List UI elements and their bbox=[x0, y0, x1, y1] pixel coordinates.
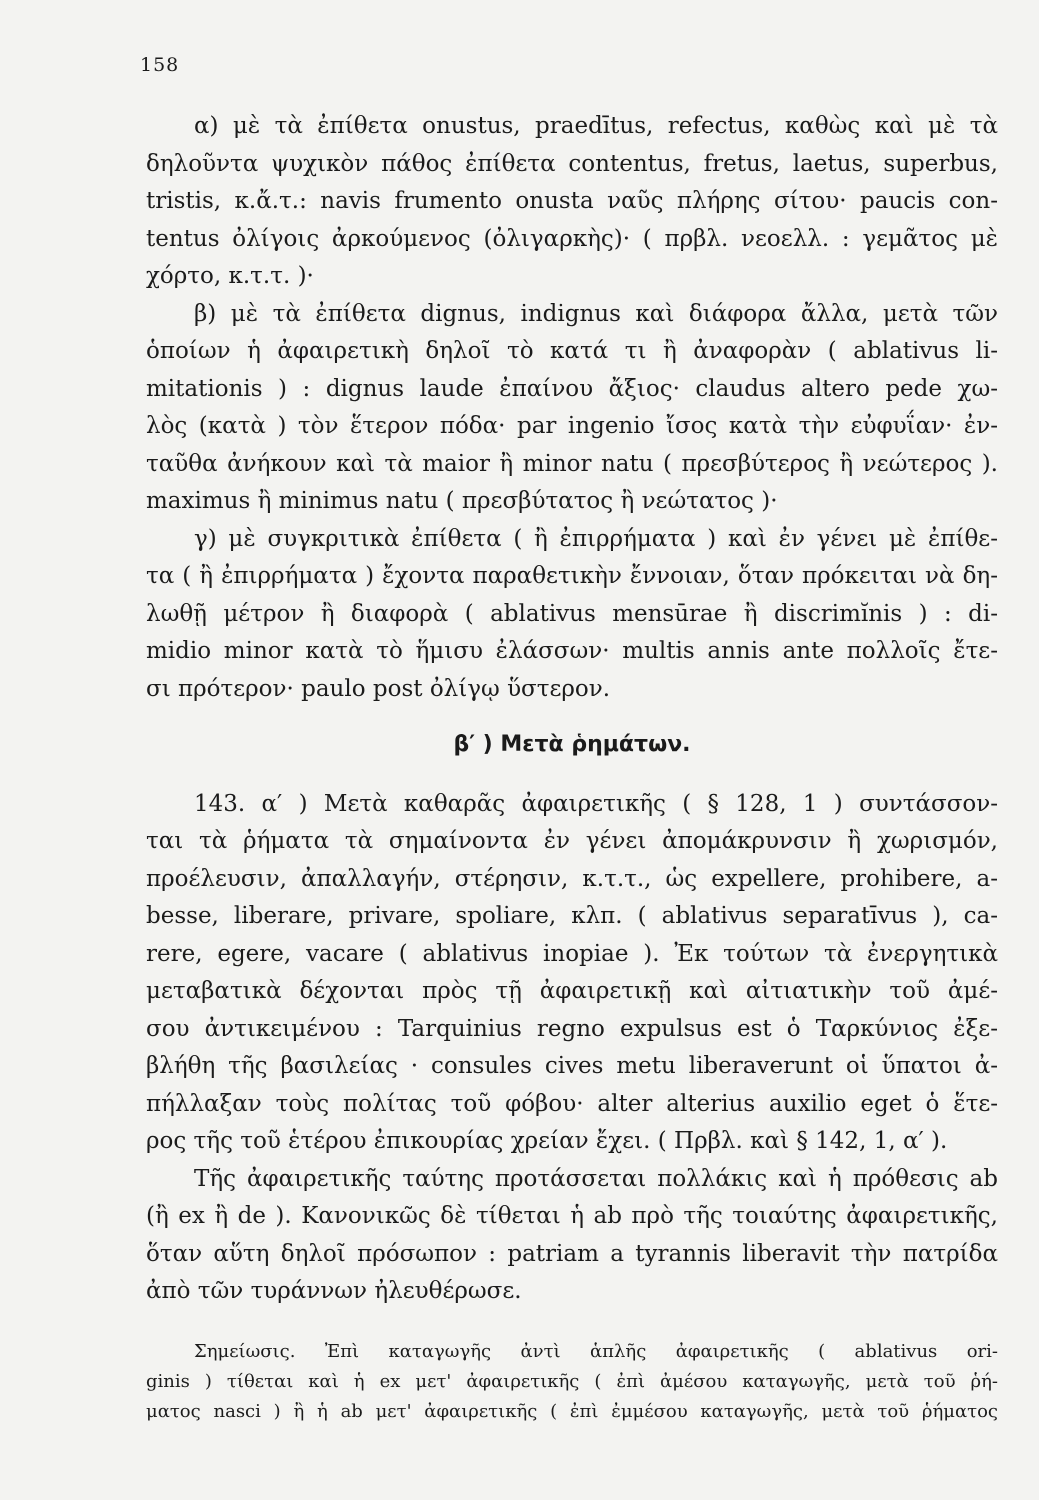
text-line: λὸς (κατὰ ) τὸν ἕτερον πόδα· par ingenio ἴσος κατὰ τὴν εὐφυΐαν· ἐν- bbox=[146, 413, 998, 439]
text-line: τα ( ἢ ἐπιρρήματα ) ἔχοντα παραθετικὴν ἔννοιαν, ὅταν πρόκειται νὰ δη- bbox=[146, 563, 998, 589]
text-line: ὁποίων ἡ ἀφαιρετικὴ δηλοῖ τὸ κατά τι ἢ ἀναφορὰν ( ablativus li- bbox=[146, 338, 998, 364]
text-line: β) μὲ τὰ ἐπίθετα dignus, indignus καὶ διάφορα ἄλλα, μετὰ τῶν bbox=[194, 300, 998, 327]
note-line: ginis ) τίθεται καὶ ἡ ex μετ' ἀφαιρετικῆς ( ἐπὶ ἀμέσου καταγωγῆς, μετὰ τοῦ ῥή- bbox=[146, 1370, 998, 1392]
text-line: προέλευσιν, ἀπαλλαγήν, στέρησιν, κ.τ.τ., ὡς expellere, prohibere, a- bbox=[146, 865, 998, 892]
text-line: βλήθη τῆς βασιλείας · consules cives metu liberaverunt οἱ ὕπατοι ἀ- bbox=[146, 1053, 998, 1079]
text-line: δηλοῦντα ψυχικὸν πάθος ἐπίθετα contentus, fretus, laetus, superbus, bbox=[146, 150, 998, 177]
paragraph-preposition bbox=[146, 1161, 998, 1311]
paragraph-143 bbox=[146, 786, 998, 1161]
paragraph-beta bbox=[146, 296, 998, 521]
text-line: maximus ἢ minimus natu ( πρεσβύτατος ἢ νεώτατος )· bbox=[146, 488, 778, 514]
page-number: 158 bbox=[140, 54, 180, 76]
text-line: λωθῇ μέτρον ἢ διαφορὰ ( ablativus mensūrae ἢ discrimĭnis ) : di- bbox=[146, 600, 998, 627]
text-line: γ) μὲ συγκριτικὰ ἐπίθετα ( ἢ ἐπιρρήματα ) καὶ ἐν γένει μὲ ἐπίθε- bbox=[194, 525, 998, 552]
text-line: χόρτο, κ.τ.τ. )· bbox=[146, 263, 314, 289]
text-line: ρος τῆς τοῦ ἑτέρου ἐπικουρίας χρείαν ἔχει. ( Πρβλ. καὶ § 142, 1, α′ ). bbox=[146, 1128, 948, 1154]
text-line: besse, liberare, privare, spoliare, κλπ. ( ablativus separatīvus ), ca- bbox=[146, 903, 998, 929]
text-line: ὅταν αὕτη δηλοῖ πρόσωπον : patriam a tyrannis liberavit τὴν πατρίδα bbox=[146, 1240, 998, 1267]
text-line: ἀπὸ τῶν τυράννων ἠλευθέρωσε. bbox=[146, 1278, 522, 1304]
text-line: πήλλαξαν τοὺς πολίτας τοῦ φόβου· alter alterius auxilio eget ὁ ἕτε- bbox=[146, 1090, 998, 1117]
note-line: ματος nasci ) ἢ ἡ ab μετ' ἀφαιρετικῆς ( ἐπὶ ἐμμέσου καταγωγῆς, μετὰ τοῦ ῥήματος bbox=[146, 1400, 998, 1422]
text-line: σου ἀντικειμένου : Tarquinius regno expulsus est ὁ Ταρκύνιος ἐξε- bbox=[146, 1015, 998, 1042]
text-line: (ἢ ex ἢ de ). Κανονικῶς δὲ τίθεται ἡ ab πρὸ τῆς τοιαύτης ἀφαιρετικῆς, bbox=[146, 1203, 998, 1229]
text-line: α) μὲ τὰ ἐπίθετα onustus, praedītus, refectus, καθὼς καὶ μὲ τὰ bbox=[194, 113, 998, 139]
note-line: Σημείωσις. Ἐπὶ καταγωγῆς ἀντὶ ἁπλῆς ἀφαιρετικῆς ( ablativus ori- bbox=[194, 1340, 998, 1362]
text-line: midio minor κατὰ τὸ ἥμισυ ἐλάσσων· multis annis ante πολλοῖς ἔτε- bbox=[146, 638, 998, 664]
text-line: tentus ὀλίγοις ἀρκούμενος (ὀλιγαρκὴς)· ( πρβλ. νεοελλ. : γεμᾶτος μὲ bbox=[146, 225, 998, 252]
text-line: tristis, κ.ἄ.τ.: navis frumento onusta ναῦς πλήρης σίτου· paucis con- bbox=[146, 188, 998, 214]
text-line: rere, egere, vacare ( ablativus inopiae ). Ἐκ τούτων τὰ ἐνεργητικὰ bbox=[146, 940, 998, 967]
text-line: Τῆς ἀφαιρετικῆς ταύτης προτάσσεται πολλάκις καὶ ἡ πρόθεσις ab bbox=[194, 1165, 998, 1192]
footnote bbox=[146, 1337, 998, 1427]
text-line: 143. α′ ) Μετὰ καθαρᾶς ἀφαιρετικῆς ( § 128, 1 ) συντάσσον- bbox=[194, 790, 998, 817]
paragraph-alpha bbox=[146, 108, 998, 296]
text-line: ται τὰ ῥήματα τὰ σημαίνοντα ἐν γένει ἀπομάκρυνσιν ἢ χωρισμόν, bbox=[146, 828, 998, 854]
text-line: μεταβατικὰ δέχονται πρὸς τῇ ἀφαιρετικῇ καὶ αἰτιατικὴν τοῦ ἀμέ- bbox=[146, 978, 998, 1004]
section-heading: β′ ) Μετὰ ῥημάτων. bbox=[453, 732, 691, 757]
text-line: mitationis ) : dignus laude ἐπαίνου ἄξιος· claudus altero pede χω- bbox=[146, 375, 998, 402]
main-text bbox=[146, 108, 998, 1427]
text-line: σι πρότερον· paulo post ὀλίγῳ ὕστερον. bbox=[146, 675, 611, 702]
text-line: ταῦθα ἀνήκουν καὶ τὰ maior ἢ minor natu ( πρεσβύτερος ἢ νεώτερος ). bbox=[146, 450, 998, 477]
paragraph-gamma bbox=[146, 521, 998, 709]
